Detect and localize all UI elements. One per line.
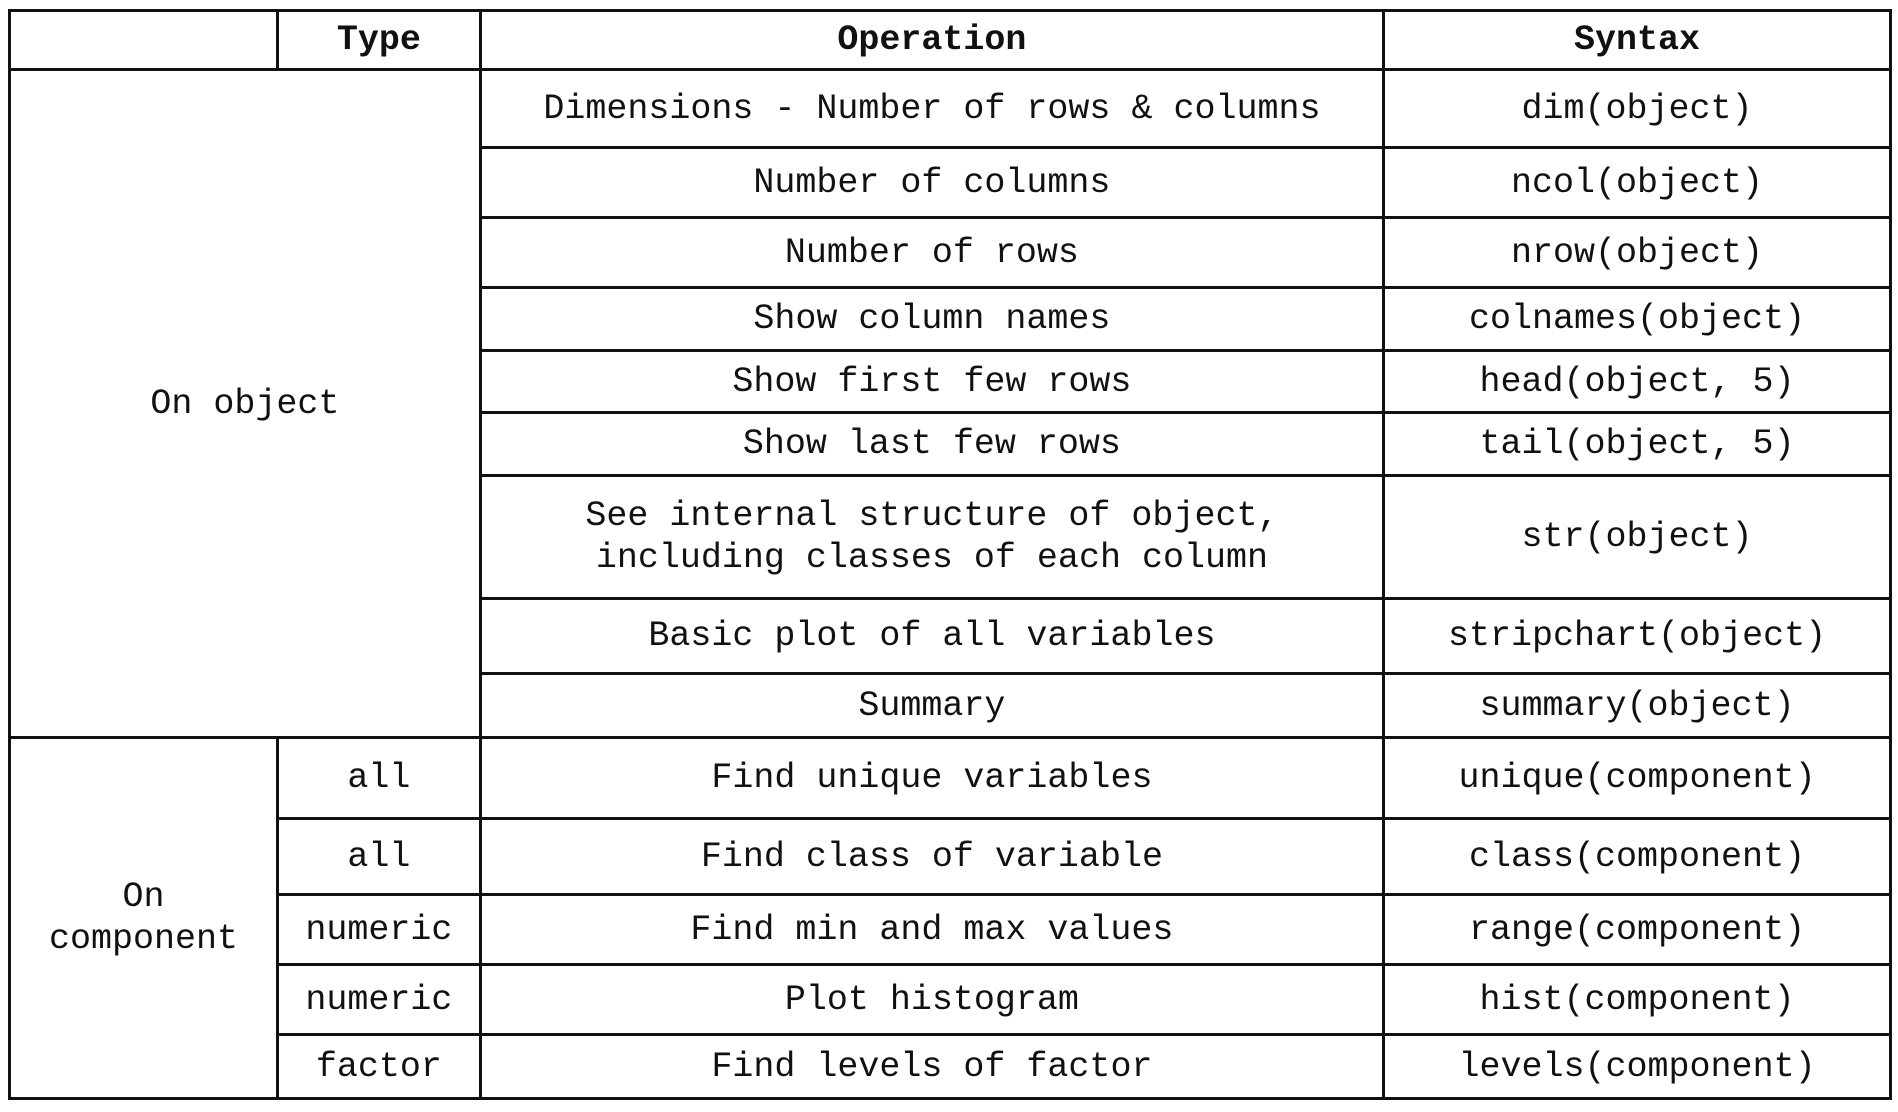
operation-cell: Find class of variable [480,819,1383,895]
type-cell: all [277,819,480,895]
operation-cell: Show column names [480,288,1383,351]
syntax-cell: head(object, 5) [1384,351,1891,413]
operation-cell: Number of columns [480,148,1383,218]
operation-cell: Basic plot of all variables [480,599,1383,674]
type-cell: all [277,738,480,819]
operation-cell: Show first few rows [480,351,1383,413]
type-cell: factor [277,1035,480,1099]
syntax-cell: levels(component) [1384,1035,1891,1099]
table-row [10,70,1891,148]
operation-cell: Plot histogram [480,965,1383,1035]
syntax-cell: hist(component) [1384,965,1891,1035]
syntax-cell: dim(object) [1384,70,1891,148]
syntax-cell: nrow(object) [1384,218,1891,288]
operation-cell: Show last few rows [480,413,1383,476]
syntax-cell: str(object) [1384,476,1891,599]
table-row [10,965,1891,1035]
operation-cell: See internal structure of object, including classes of each column [480,476,1383,599]
syntax-cell: tail(object, 5) [1384,413,1891,476]
syntax-cell: class(component) [1384,819,1891,895]
operation-cell: Dimensions - Number of rows & columns [480,70,1383,148]
syntax-cell: stripchart(object) [1384,599,1891,674]
reference-table [8,9,1892,1100]
operation-cell: Summary [480,674,1383,738]
operation-cell: Find min and max values [480,895,1383,965]
operation-cell: Find levels of factor [480,1035,1383,1099]
operation-cell: Number of rows [480,218,1383,288]
table-row [10,738,1891,819]
syntax-cell: unique(component) [1384,738,1891,819]
operation-cell: Find unique variables [480,738,1383,819]
group-label-on-object: On object [10,70,481,738]
type-cell: numeric [277,965,480,1035]
table-row [10,1035,1891,1099]
syntax-cell: range(component) [1384,895,1891,965]
header-operation: Operation [480,11,1383,70]
table-row [10,895,1891,965]
syntax-cell: colnames(object) [1384,288,1891,351]
syntax-cell: summary(object) [1384,674,1891,738]
table-row [10,819,1891,895]
header-type: Type [277,11,480,70]
header-blank-cell [10,11,278,70]
header-syntax: Syntax [1384,11,1891,70]
type-cell: numeric [277,895,480,965]
group-label-on-component: On component [10,738,278,1099]
syntax-cell: ncol(object) [1384,148,1891,218]
header-row [10,11,1891,70]
